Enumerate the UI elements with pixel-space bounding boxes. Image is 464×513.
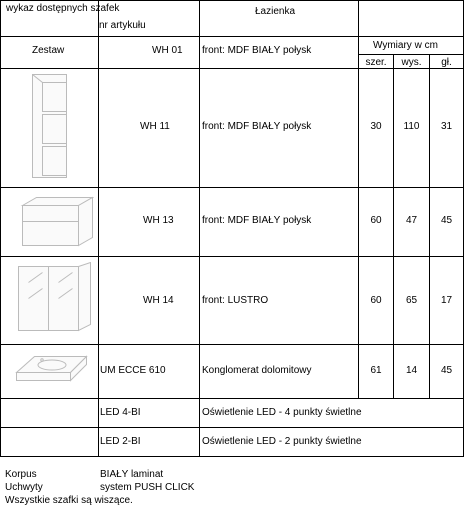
row-code: WH 14 bbox=[143, 295, 174, 306]
led-description: Oświetlenie LED - 2 punkty świetlne bbox=[202, 436, 362, 447]
depth-header: gł. bbox=[441, 57, 452, 68]
mounting-note: Wszystkie szafki są wiszące. bbox=[5, 495, 133, 506]
row-depth: 45 bbox=[440, 365, 453, 376]
row-height: 47 bbox=[405, 215, 418, 226]
drawer-cabinet-icon bbox=[18, 193, 94, 249]
row-description: front: MDF BIAŁY połysk bbox=[202, 215, 312, 226]
row-width: 30 bbox=[370, 121, 382, 132]
set-code: WH 01 bbox=[152, 45, 183, 56]
body-label: Korpus bbox=[5, 469, 37, 480]
row-description: front: LUSTRO bbox=[202, 295, 269, 306]
room-label: Łazienka bbox=[255, 6, 296, 17]
led-code: LED 2-BI bbox=[100, 436, 141, 447]
height-header: wys. bbox=[401, 57, 422, 68]
set-front: front: MDF BIAŁY połysk bbox=[202, 45, 312, 56]
sheet-title: wykaz dostępnych szafek bbox=[6, 3, 120, 14]
article-number-label: nr artykułu bbox=[99, 20, 146, 31]
row-width: 60 bbox=[370, 215, 382, 226]
row-depth: 31 bbox=[440, 121, 453, 132]
row-description: front: MDF BIAŁY połysk bbox=[202, 121, 312, 132]
washbasin-icon bbox=[12, 350, 92, 390]
dimensions-title: Wymiary w cm bbox=[373, 40, 438, 51]
row-height: 65 bbox=[405, 295, 418, 306]
mirror-cabinet-icon bbox=[14, 262, 94, 336]
led-code: LED 4-BI bbox=[100, 407, 141, 418]
row-code: WH 11 bbox=[140, 121, 170, 132]
set-label: Zestaw bbox=[32, 45, 65, 56]
row-height: 110 bbox=[403, 121, 420, 132]
handle-label: Uchwyty bbox=[5, 482, 43, 493]
width-header: szer. bbox=[365, 57, 387, 68]
row-code: UM ECCE 610 bbox=[100, 365, 166, 376]
row-depth: 17 bbox=[440, 295, 453, 306]
row-height: 14 bbox=[405, 365, 418, 376]
handle-value: system PUSH CLICK bbox=[100, 482, 195, 493]
row-depth: 45 bbox=[440, 215, 453, 226]
led-description: Oświetlenie LED - 4 punkty świetlne bbox=[202, 407, 362, 418]
tall-cabinet-icon bbox=[24, 74, 82, 180]
row-description: Konglomerat dolomitowy bbox=[202, 365, 312, 376]
body-value: BIAŁY laminat bbox=[100, 469, 164, 480]
row-code: WH 13 bbox=[143, 215, 174, 226]
row-width: 60 bbox=[370, 295, 382, 306]
row-width: 61 bbox=[370, 365, 382, 376]
